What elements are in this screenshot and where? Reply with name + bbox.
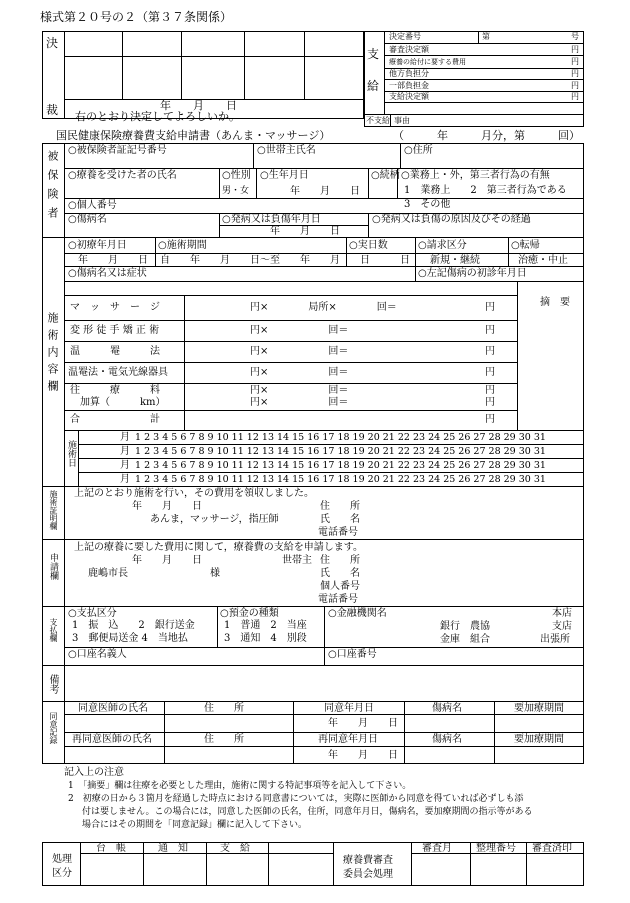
days-row-1: 1 2 3 4 5 6 7 8 9 10 11 12 13 14 15 16 17 18 19 20 21 22 23 24 25 26 27 28 29 30 31 [135, 432, 546, 443]
outcome-label: ○転帰 [511, 240, 540, 251]
apply-mayor: 鹿嶋市長 [88, 568, 128, 579]
account-number-label: ○口座番号 [328, 649, 377, 660]
pay-division-1: 1 振 込 2 銀行送金 [72, 620, 195, 631]
pay-row-decision-no: 決定番号 [389, 32, 421, 41]
apply-householder: 世帯主 [282, 555, 312, 566]
days-side-label: 施術日 [66, 440, 76, 467]
fee-correction-calc: 円× 回＝ [250, 325, 349, 336]
onset-date: 年 月 日 [270, 226, 340, 237]
work-related-label: ○業務上・外，第三者行為の有無 [401, 170, 550, 181]
fee-warm-compress-unit: 円 [485, 346, 495, 357]
days-row-2: 1 2 3 4 5 6 7 8 9 10 11 12 13 14 15 16 17 18 19 20 21 22 23 24 25 26 27 28 29 30 31 [135, 446, 546, 457]
fee-total: 合 計 [70, 414, 160, 425]
pay-division-label: ○支払区分 [68, 608, 117, 619]
approve-text: 右のとおり決定してよろしいか。 [75, 110, 240, 123]
yen-unit: 円 [571, 81, 579, 90]
days-row-4: 1 2 3 4 5 6 7 8 9 10 11 12 13 14 15 16 17 18 19 20 21 22 23 24 25 26 27 28 29 30 31 [135, 474, 546, 485]
fee-travel-add-unit: 円 [485, 397, 495, 408]
pay-row-medical-cost: 療養の給付に要する費用 [389, 58, 466, 66]
work-option-2: 3 その他 [404, 199, 451, 210]
pay-row-review-amount: 審査決定額 [389, 45, 429, 54]
note-1: 1 「摘要」欄は往療を必要とした理由，施術に関する特記事項等を記入して下さい。 [68, 781, 412, 791]
col-reference-no: 整理番号 [476, 843, 516, 854]
yen-unit: 円 [571, 45, 579, 54]
kyu-label: 給 [367, 79, 380, 93]
committee-1: 療養費審査 [343, 855, 393, 866]
fee-massage-unit: 円 [485, 302, 495, 313]
apply-text: 上記の療養に要した費用に関して，療養費の支給を申請します。 [74, 542, 363, 553]
payment-method-side-label: 支払欄 [49, 618, 58, 642]
apply-sama: 様 [210, 568, 220, 579]
note-2a: 2 初療の日から３箇月を経過した時点における同意書については，実際に医師から同意を得ていれば必ずしも添 [68, 794, 524, 804]
division-label: 区分 [52, 868, 72, 879]
address-label: ○住所 [404, 145, 433, 156]
deposit-type-label: ○預金の種類 [220, 608, 279, 619]
note-2b: 付は要しません。この場合には，同意した医師の氏名，住所，同意年月日，傷病名，要加療期間の指示等がある [82, 807, 533, 817]
summary-label: 摘 要 [540, 297, 570, 308]
pay-row-decision-no-prefix: 第 [482, 32, 490, 41]
claim-value: 新規・継続 [430, 255, 480, 266]
decision-date: 年 月 日 [160, 99, 237, 112]
fee-electric-calc: 円× 回＝ [250, 367, 349, 378]
period-value: 自 年 月 日～至 年 月 日 [160, 255, 370, 266]
yen-unit: 円 [571, 92, 579, 101]
consent-disease-label: 傷病名 [432, 703, 462, 714]
apply-personal-number: 個人番号 [320, 581, 360, 592]
certify-date: 年 月 日 [132, 501, 202, 512]
fee-electric: 温罨法・電気光線器具 [68, 367, 168, 378]
certify-text: 上記のとおり施術を行い，その費用を領収しました。 [74, 488, 314, 499]
month-label: 月 [120, 474, 130, 485]
fee-electric-unit: 円 [485, 367, 495, 378]
note-2c: 場合にはその期間を「同意記録」欄に記入して下さい。 [82, 820, 308, 830]
first-date-label: ○初療年月日 [68, 240, 127, 251]
certify-address: 住 所 [320, 501, 360, 512]
certify-name: 氏 名 [320, 514, 360, 525]
certify-phone: 電話番号 [318, 527, 358, 538]
days-unit: 日 [400, 255, 410, 266]
pay-division-2: 3 郵便局送金 4 当地払 [72, 633, 188, 644]
consent-doctor-label: 同意医師の氏名 [78, 703, 148, 714]
fee-travel-add: 加算（ km） [80, 397, 166, 408]
notes-heading: 記入上の注意 [64, 767, 124, 778]
first-date-value: 年 月 日 [78, 255, 148, 266]
claim-type-label: ○請求区分 [418, 240, 467, 251]
personal-number-label: ○個人番号 [68, 200, 117, 211]
form-number: 様式第２０号の２（第３７条関係） [40, 10, 233, 24]
form-title: 国民健康保険療養費支給申請書（あんま・マッサージ） [56, 129, 331, 142]
consent-side-label: 同意記録 [49, 712, 58, 744]
consent-date-label: 同意年月日 [324, 703, 374, 714]
reconsent-disease-label: 傷病名 [432, 734, 462, 745]
reconsent-period-label: 要加療期間 [514, 734, 564, 745]
fee-warm-compress-calc: 円× 回＝ [250, 346, 349, 357]
month-label: 月 [120, 446, 130, 457]
apply-name: 氏 名 [320, 568, 360, 579]
period-label: ○施術期間 [158, 240, 207, 251]
consent-address-label: 住 所 [204, 703, 244, 714]
apply-side-label: 申請欄 [48, 553, 58, 580]
bank-shiten: 支店 [552, 621, 572, 632]
fee-warm-compress: 温 罨 法 [70, 346, 160, 357]
col-payment: 支 給 [220, 843, 250, 854]
fushikyu-label: 不支給 [366, 116, 390, 125]
bank-type-1: 銀行 農協 [440, 621, 490, 632]
fee-correction: 変 形 徒 手 矯 正 術 [70, 325, 160, 336]
col-reviewed-stamp: 審査済印 [532, 843, 572, 854]
fee-travel-calc: 円× 回＝ [250, 385, 349, 396]
work-option-1: 1 業務上 2 第三者行為である [404, 185, 567, 196]
col-notice: 通 知 [158, 843, 188, 854]
month-label: 月 [120, 432, 130, 443]
fee-travel-add-calc: 円× 回＝ [250, 397, 349, 408]
sex-options: 男・女 [222, 186, 250, 196]
form-period: （ 年 月分，第 回） [393, 129, 580, 142]
col-review-month: 審査月 [422, 843, 452, 854]
days-row-3: 1 2 3 4 5 6 7 8 9 10 11 12 13 14 15 16 17 18 19 20 21 22 23 24 25 26 27 28 29 30 31 [135, 460, 546, 471]
reconsent-address-label: 住 所 [204, 734, 244, 745]
apply-phone: 電話番号 [318, 594, 358, 605]
apply-date: 年 月 日 [132, 555, 202, 566]
relation-label: ○続柄 [371, 170, 400, 181]
yen-unit: 円 [571, 57, 579, 66]
first-visit-label: ○左記傷病の初診年月日 [418, 268, 527, 279]
pay-row-other-share: 他方負担分 [389, 69, 429, 78]
bank-name-label: ○金融機関名 [328, 608, 387, 619]
pay-row-copay: 一部負担金 [389, 81, 429, 90]
fee-travel-unit: 円 [485, 385, 495, 396]
bank-honten: 本店 [552, 608, 572, 619]
apply-address: 住 所 [320, 555, 360, 566]
account-holder-label: ○口座名義人 [68, 649, 127, 660]
householder-label: ○世帯主氏名 [257, 145, 316, 156]
fee-correction-unit: 円 [485, 325, 495, 336]
symptoms-label: ○傷病名又は症状 [68, 268, 147, 279]
patient-name-label: ○療養を受けた者の氏名 [68, 170, 177, 181]
jiyu-label: 事由 [394, 116, 410, 125]
certify-who: あんま，マッサージ，指圧師 [150, 514, 279, 525]
remarks-side-label: 備考 [47, 674, 58, 694]
insurance-card-label: ○被保険者証記号番号 [68, 145, 167, 156]
fee-travel: 往 療 料 [70, 385, 160, 396]
ketsu-label: 決 [46, 36, 59, 50]
fee-massage: マ ッ サ ー ジ [70, 302, 160, 313]
actual-days-label: ○実日数 [349, 240, 388, 251]
onset-label: ○発病又は負傷年月日 [222, 214, 321, 225]
bank-shucchojo: 出張所 [540, 634, 570, 645]
committee-2: 委員会処理 [343, 869, 393, 880]
certify-side-label: 施術証明欄 [49, 490, 58, 530]
bank-type-2: 金庫 組合 [440, 634, 490, 645]
process-label: 処理 [52, 854, 72, 865]
yen-unit: 円 [571, 69, 579, 78]
disease-label: ○傷病名 [68, 214, 107, 225]
consent-date-value: 年 月 日 [328, 718, 398, 729]
deposit-type-2: 3 通知 4 別段 [224, 633, 307, 644]
col-ledger: 台 帳 [96, 843, 126, 854]
consent-period-label: 要加療期間 [514, 703, 564, 714]
cause-label: ○発病又は負傷の原因及びその経過 [372, 214, 531, 225]
sai-label: 裁 [46, 103, 59, 117]
outcome-value: 治癒・中止 [518, 255, 568, 266]
birth-date: 年 月 日 [290, 186, 360, 197]
insured-side-label: 被保険者 [46, 150, 59, 226]
sex-label: ○性別 [222, 170, 251, 181]
pay-row-decision-no-unit: 号 [571, 32, 579, 41]
treatment-side-label: 施術内容欄 [46, 312, 59, 397]
fee-massage-calc: 円× 局所× 回＝ [250, 302, 397, 313]
month-label: 月 [120, 460, 130, 471]
reconsent-date-value: 年 月 日 [328, 750, 398, 761]
shi-label: 支 [367, 47, 380, 61]
pay-row-payment-amount: 支給決定額 [389, 92, 429, 101]
reconsent-date-label: 再同意年月日 [318, 734, 378, 745]
deposit-type-1: 1 普通 2 当座 [224, 620, 307, 631]
reconsent-doctor-label: 再同意医師の氏名 [72, 734, 152, 745]
fee-total-unit: 円 [485, 414, 495, 425]
birth-label: ○生年月日 [260, 170, 309, 181]
